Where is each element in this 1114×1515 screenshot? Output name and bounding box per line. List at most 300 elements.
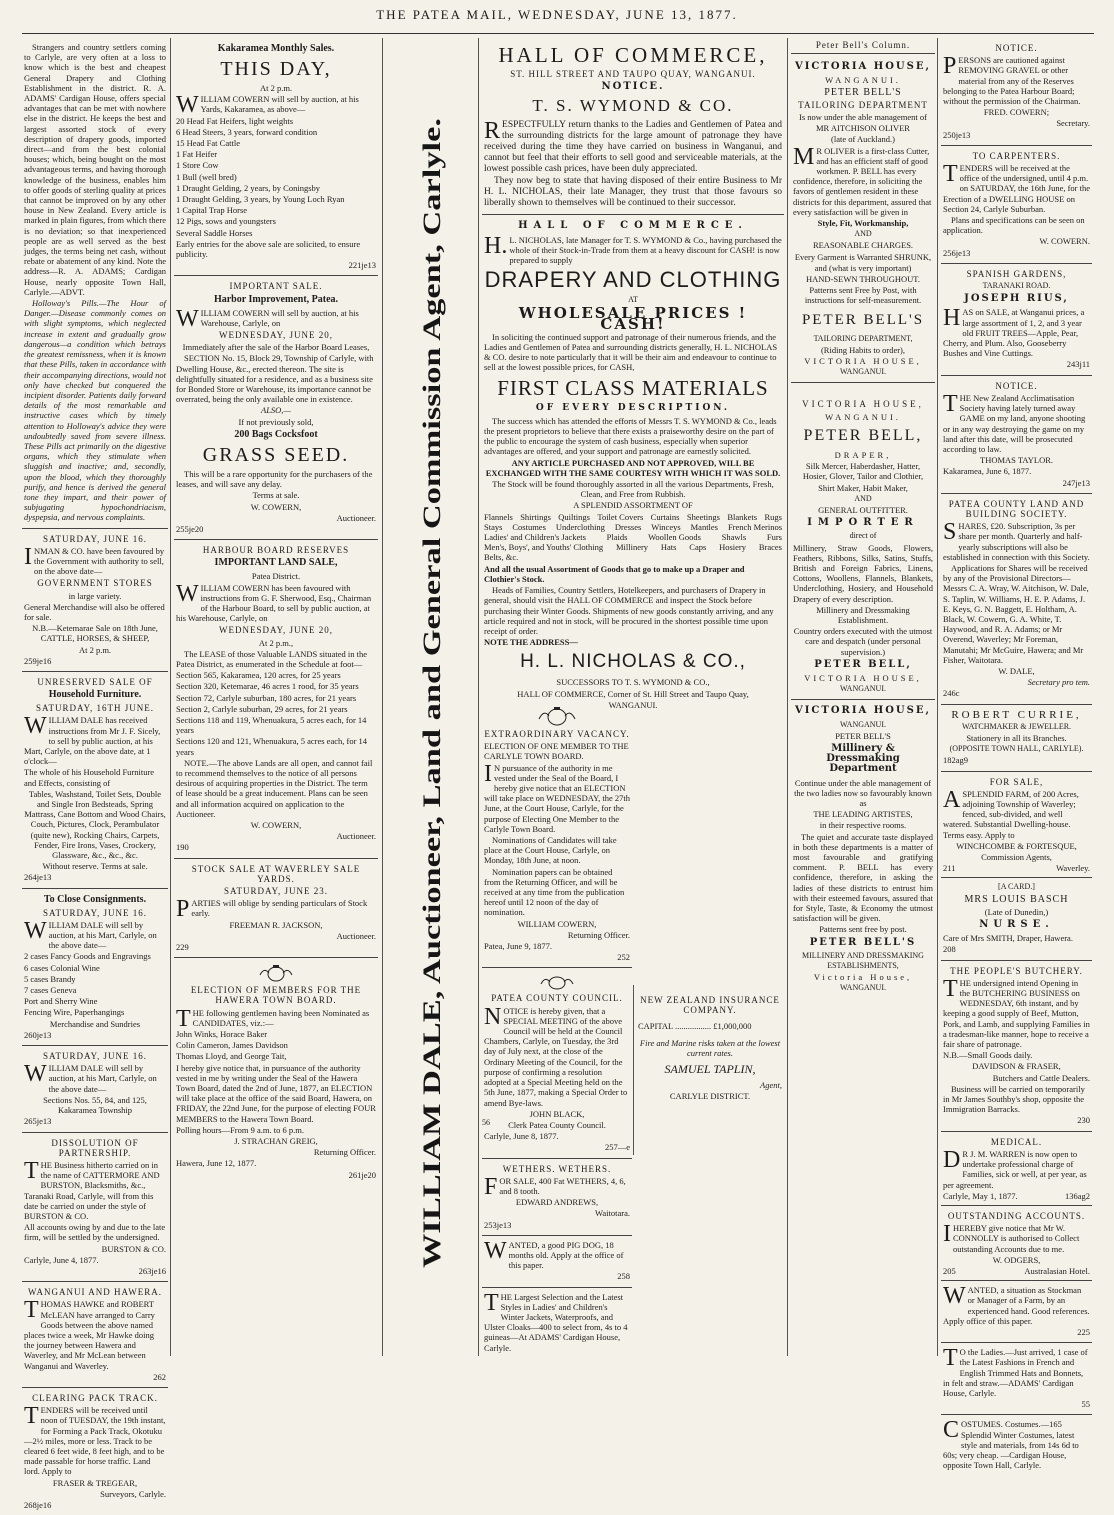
consignments-date: SATURDAY, JUNE 16.	[42, 907, 148, 918]
sections-advert	[22, 1046, 168, 1132]
hall-text2: They now beg to state that having disposed of their entire Business to Mr H. L. NICHOLAS, their late Manager, they trust that those favours so liberally shown to themselves will be continued to their successor.	[484, 176, 782, 209]
building-society-advert	[941, 494, 1092, 705]
list-item: 1 Bull (well bred)	[176, 171, 237, 182]
list-item: John Winks, Horace Baker	[176, 1029, 268, 1040]
extraordinary-vacancy-advert	[482, 700, 632, 968]
pb3-millinery: Millinery and Dressmaking Establishment.	[816, 604, 910, 625]
gravel-notice	[941, 38, 1092, 146]
heads-text: Heads of Families, Country Settlers, Hotelkeepers, and purchasers of Drapery in general, should visit the HALL OF COMMERCE and inspect the Stock before purchasing their Winter Goods. Shipments of new goods constantly arriving, and any article required and not in stock, will be procured in the shortest possible time upon receipt of order.	[484, 585, 774, 636]
goods-item: Ladies' and Children's Jackets	[484, 532, 586, 543]
spanish-gardens-advert	[941, 264, 1092, 376]
pb1-late: (late of Auckland.)	[831, 134, 895, 145]
harbor-improvement-advert	[174, 276, 378, 540]
basch-address: Care of Mrs SMITH, Draper, Hawera.	[943, 933, 1073, 944]
hall2-text3: The success which has attended the efforts of Messrs T. S. WYMOND & Co., leads the present proprietors to believe that there exists a praiseworthy desire on the part of the public to encourage the system of cash business, especially when superior advantages are offered, and your support and patronage are earnestly solicited.	[484, 415, 777, 457]
column-divider	[478, 38, 479, 1356]
styles-advert	[482, 1288, 632, 1358]
nurse-heading: NURSE.	[979, 919, 1054, 931]
and-label: AND	[854, 229, 872, 239]
column-divider	[937, 38, 938, 1356]
city-label: WANGANUI.	[840, 983, 886, 993]
notice-heading: NOTICE.	[995, 43, 1038, 53]
medical-text: DR J. M. WARREN is now open to undertake professional charge of Families, sick or well, at per year, as per agreement.	[943, 1146, 1087, 1190]
inman-advert	[22, 529, 168, 672]
kakaramea-text: WILLIAM COWERN will sell by auction, at his Yards, Kakaramea, as above—	[176, 92, 359, 119]
imp-also2: If not previously sold,	[238, 416, 314, 427]
pb2-victoria-house: VICTORIA HOUSE,	[804, 356, 922, 367]
royal-crest-icon	[484, 705, 630, 727]
pb2-riding: (Riding Habits to order),	[820, 344, 906, 355]
rc-address: (OPPOSITE TOWN HALL, CARLYLE).	[949, 744, 1084, 754]
pb1-text: Is now under the able management of	[799, 112, 927, 123]
wanted-advert	[941, 1281, 1092, 1343]
elec-sign: J. STRACHAN GREIG,	[234, 1136, 318, 1147]
successors: SUCCESSORS TO T. S. WYMOND & CO.,	[556, 677, 710, 688]
goods-item: Braces	[758, 542, 782, 553]
ev-text: IN pursuance of the authority in me vested under the Seal of the Board, I hereby give notice that an ELECTION will take place on WEDNESDAY, the 27th June, at the Court House, Carlyle, for the purpose of Electing One Member to the Carlyle Town Board.	[484, 760, 630, 834]
fs-sign2: Commission Agents,	[981, 852, 1052, 863]
column-hall-of-commerce	[482, 38, 784, 710]
rc-trade: WATCHMAKER & JEWELLER.	[961, 721, 1072, 731]
ev-sign2: Returning Officer.	[567, 929, 630, 940]
pb4-victoria-house: Victoria House,	[813, 972, 913, 983]
lb-heading: PATEA COUNTY LAND AND BUILDING SOCIETY.	[948, 498, 1085, 519]
hb-note: NOTE.—The above Lands are all open, and cannot fail to recommend themselves to the notice of all persons desirous of acquiring properties in the District. The term of lease should be a great inducement. Plans can be seen and all information acquired on application to the Auctioneer.	[176, 757, 373, 819]
inman-time: At 2 p.m.	[78, 644, 112, 655]
peter-bells-label: PETER BELL'S	[824, 86, 902, 98]
draper-label: DRAPER,	[834, 449, 892, 460]
elec-date: Hawera, June 12, 1877.	[176, 1158, 257, 1169]
imp-date: WEDNESDAY, JUNE 20,	[218, 330, 333, 341]
ad-ref: 205	[943, 1265, 956, 1276]
track-heading: CLEARING PACK TRACK.	[32, 1392, 158, 1403]
first-class-heading: FIRST CLASS MATERIALS	[497, 375, 769, 400]
list-item: Section 2, Carlyle suburban, 29 acres, for 21 years	[176, 703, 348, 714]
ad-ref: 229	[176, 942, 189, 953]
ladies-advert	[941, 1343, 1092, 1415]
hall2-text2: In soliciting the continued support and patronage of their numerous friends, and the Ladies and Gentlemen of Patea and surrounding districts generally, H. L. NICHOLAS & CO. desire to note particularly that it will be their aim and endeavour to continue to sell at the lowest possible prices, for CASH,	[484, 331, 778, 373]
stock-sale-advert	[174, 859, 378, 959]
hall-commerce-notice	[482, 38, 784, 215]
goods-item: Stays	[484, 521, 503, 532]
pb4-patterns: Patterns sent free by post.	[819, 924, 907, 935]
hall-commerce-advert	[482, 215, 784, 715]
lb-text: SHARES, £20. Subscription, 3s per share per month. Quarterly and half-yearly subscriptions will also be established in connection with this Society.	[943, 519, 1090, 562]
harbour-reserves-advert	[174, 540, 378, 858]
column-peter-bell	[791, 38, 935, 1356]
ad-ref: 136ag2	[1064, 1190, 1090, 1201]
ad-ref: 250je13	[943, 129, 971, 140]
goods-item: Underclothing	[555, 521, 605, 532]
adams-advert	[22, 38, 168, 529]
nicholas-heading: H. L. NICHOLAS & CO.,	[520, 651, 746, 673]
basch-heading: MRS LOUIS BASCH	[964, 893, 1069, 905]
list-item: Sections 120 and 121, Whenuakura, 5 acres each, for 14 years	[176, 736, 368, 757]
furniture-terms: Without reserve. Terms at sale.	[42, 861, 148, 872]
victoria-house-heading: VICTORIA HOUSE,	[795, 61, 931, 73]
imp-text: WILLIAM COWERN will sell by auction, at his Warehouse, Carlyle, on	[176, 305, 359, 332]
goods-item: French Merinos	[727, 521, 782, 532]
costumes-advert	[941, 1415, 1092, 1475]
lb-text2: Applications for Shares will be received by any of the Provisional Directors—Messrs C. A. Wray, W. Aitchison, W. Dale, S. Taplin, W. Williams, H. E. P. Adams, J. E. Keys, G. N. Baggett, E. Holtham, A. Black, W. Cowern, G. A. White, T. Haywood, and R. A. Adams; or Mr Overend, Waverley; Mr Foreman, Manutahi; Mr McGuire, Hawera; and Mr Fisher, Waitotara.	[943, 562, 1089, 665]
column-4a	[482, 700, 632, 1356]
city-label: WANGANUI.	[840, 719, 886, 729]
fs-sign: WINCHCOMBE & FORTESQUE,	[956, 840, 1077, 851]
goods-item: Rugs	[764, 511, 782, 522]
stock-date: SATURDAY, JUNE 23.	[223, 886, 329, 896]
medical-heading: MEDICAL.	[990, 1136, 1043, 1147]
pb3-orders: Country orders executed with the utmost care and despatch (under personal supervision.)	[793, 626, 933, 657]
ad-ref: 264je13	[24, 872, 52, 883]
furniture-items: Tables, Washstand, Toilet Sets, Double and Single Iron Bedsteads, Spring Mattrass, Cane Bottom and Wood Chairs, Couch, Pictures, Clock, Perambulator (quite new), Rocking Chairs, Carpets, Fender, Fire Irons, Vases, Crockery, Glassware, &c., &c., &c.	[24, 788, 166, 861]
pb3-items: Millinery, Straw Goods, Flowers, Feathers, Ribbons, Silks, Satins, Stuffs, British and Foreign Fabrics, Linens, Cottons, Woollens, Flannels, Blankets, Underclothing, Hosiery, and Household Drapery of every description.	[793, 542, 933, 604]
costumes-text: COSTUMES. Costumes.—165 Splendid Winter Costumes, latest style and materials, from 14s 6d to 60s; very cheap. —Cardigan House, opposite Town Hall, Carlyle.	[943, 1417, 1079, 1471]
medical-footer	[943, 1191, 1090, 1201]
adams-text: Strangers and country settlers coming to Carlyle, are very often at a loss to know which is the best and cheapest General Drapery and Clothing Establishment in the district. R. A. ADAMS' Cardigan House, offers special advantages that can be met with nowhere else in the district. He keeps the best and largest assorted stock of every description of drapery goods, imported direct—and from the best colonial houses; which, being bought on the most advantageous terms, and having thorough knowledge of the business, enables him to offer goods of sterling quality at prices that cannot be improved on by any other house in New Zealand. Every article is marked in plain figures, from which there is no deviation; so that inexperienced people are as well served as the best judges, the terms being net cash, without rebate or abatement of any kind. Note the address—R. A. ADAMS; Cardigan House, nearly opposite Town Hall, Carlyle.—ADVT.	[24, 42, 166, 297]
sg-road: TARANAKI ROAD.	[982, 281, 1051, 291]
victoria-house-heading: VICTORIA HOUSE,	[802, 399, 924, 410]
column-divider	[382, 38, 383, 1356]
pcc-text: NOTICE is hereby given, that a SPECIAL MEETING of the above Council will be held at the Council Chambers, Carlyle, on Tuesday, the 3rd day of July next, at the close of the Ordinary Meeting of the Council, for the purpose of confirming a resolution adopted at a Special Meeting held on the 5th June, 1877, making a Special Order to amend Bye-laws.	[484, 1003, 628, 1108]
note-address: NOTE THE ADDRESS—	[484, 637, 578, 648]
column-4b	[636, 990, 784, 1150]
furniture-text2: The whole of his Household Furniture and Effects, consisting of	[24, 767, 155, 788]
vertical-banner-text: WILLIAM DALE, Auctioneer, Land and General Commission Agent, Carlyle.	[419, 432, 446, 1268]
kakaramea-title: THIS DAY,	[220, 58, 332, 80]
ad-ref: 258	[617, 1271, 630, 1282]
inman-sub2: in large variety.	[68, 590, 122, 601]
pb3-sign: PETER BELL,	[814, 658, 912, 670]
list-item: 1 Draught Gelding, 3 years, by Young Loch Ryan	[176, 194, 345, 205]
sg-name: JOSEPH RIUS,	[964, 293, 1069, 305]
masthead-rule	[22, 33, 1094, 34]
ev-heading: EXTRAORDINARY VACANCY.	[484, 729, 630, 739]
direct-label: direct of	[849, 531, 877, 541]
list-item: 1 Draught Gelding, 2 years, by Coningsby	[176, 182, 321, 193]
list-item: Thomas Lloyd, and George Tait,	[176, 1051, 287, 1062]
pack-track-advert	[22, 1388, 168, 1515]
column-6	[941, 38, 1092, 1471]
styles-text: THE Largest Selection and the Latest Styles in Ladies' and Children's Winter Jackets, Waterproofs, and Ulster Cloaks—400 to select from, 4s to 4 guineas—At ADAMS' Cardigan House, Carlyle.	[484, 1289, 628, 1353]
holloway-text: Holloway's Pills.—The Hour of Danger.—Disease commonly comes on with slight symptoms, which neglected increase in extent and gradually grow dangerous—a condition which betrays the greatest remissness, when it is known that these Pills, taken in accordance with their accompanying directions, would not only have checked but conquered the incipient disorder. Patients daily forward details of the most remarkable and instructive cases which by timely attention to Holloway's advice they were undoubtedly saved from severe illness. These Pills act primarily on the digestive organs, which they stimulate when sluggish and inactive; and, secondly, upon the blood, which they thoroughly purify, and hence is derived the general tone they impart, and their power of subjugating hypochondriacism, dyspepsia, and nervous complaints.	[24, 298, 166, 523]
ad-ref: 268je16	[24, 1500, 52, 1510]
ad-ref: 221je13	[348, 260, 376, 271]
goods-item: Millinery	[615, 542, 649, 553]
farm-sale-advert	[941, 772, 1092, 879]
city-label: WANGANUI.	[825, 411, 901, 422]
column-divider	[633, 985, 634, 1155]
pb4-establishments: MILLINERY AND DRESSMAKING ESTABLISHMENTS,	[802, 950, 924, 971]
medical-advert	[941, 1132, 1092, 1206]
inman-text2: General Merchandise will also be offered for sale.	[24, 601, 165, 622]
pb1-text2: MR OLIVER is a first-class Cutter, and has an efficient staff of good workmen. P. BELL has every confidence, therefore, in soliciting the favors of gentlemen resident in these districts for this department, assured that every satisfaction will be given in	[793, 143, 932, 217]
hb-date: WEDNESDAY, JUNE 20,	[218, 625, 333, 636]
fs-heading: FOR SALE,	[989, 776, 1044, 787]
lb-sign2: Secretary pro tem.	[1027, 677, 1090, 688]
butchery-advert	[941, 961, 1092, 1132]
list-item: Merchandise and Sundries	[49, 1018, 141, 1029]
ad-ref: 56	[482, 1118, 490, 1127]
basch-advert	[941, 878, 1092, 960]
list-item: Section 320, Ketemarae, 46 acres 1 rood, for 35 years	[176, 681, 359, 692]
masthead: THE PATEA MAIL, WEDNESDAY, JUNE 13, 1877.	[376, 7, 738, 22]
goods-item: Dresses	[614, 521, 642, 532]
stock-sign: FREEMAN R. JACKSON,	[229, 919, 323, 930]
ad-ref: 257—e	[604, 1142, 630, 1153]
butchery-text2: Business will be carried on temporarily in Mr James Southby's shop, opposite the Immigration Barracks.	[943, 1083, 1085, 1115]
stock-heading: STOCK SALE AT WAVERLEY SALE YARDS.	[191, 863, 361, 884]
imp-grass: GRASS SEED.	[202, 443, 350, 466]
inman-subheading: GOVERNMENT STORES	[37, 578, 153, 589]
inman-nb: N.B.—Ketemarae Sale on 18th June, CATTLE, HORSES, & SHEEP,	[32, 623, 158, 644]
ad-ref: 55	[1081, 1399, 1090, 1410]
dissolution-advert	[22, 1133, 168, 1283]
wanted-text: WANTED, a situation as Stockman or Manager of a Farm, by an experienced hand. Good references. Apply office of this paper.	[943, 1283, 1090, 1326]
accounts-advert	[941, 1206, 1092, 1281]
tailoring-dept: TAILORING DEPARTMENT	[798, 99, 928, 110]
ad-ref: 260je13	[24, 1029, 52, 1040]
millinery-advert	[791, 700, 935, 998]
weth-text: FOR SALE, 400 Fat WETHERS, 4, 6, and 8 tooth.	[484, 1173, 626, 1200]
pb4-dept: Millinery & Dressmaking Department	[826, 742, 900, 775]
goods-item: Belts, &c.	[484, 552, 519, 563]
imp-text3: SECTION No. 15, Block 29, Township of Carlyle, with Dwelling House, &c., erected thereon. The site is delightfully situated for a residence, and as a business site for Bonded Store or Warehouse, its importance cannot be overrated, being the only available one in existence.	[176, 353, 374, 405]
list-item: 1 Store Cow	[176, 160, 219, 171]
goods-item: Toilet Covers	[597, 511, 644, 522]
ad-ref: 259je16	[24, 655, 52, 666]
pb2-dept: TAILORING DEPARTMENT,	[813, 333, 913, 343]
weth-sign: EDWARD ANDREWS,	[515, 1197, 599, 1208]
pb1-sewn: HAND-SEWN THROUGHOUT.	[806, 274, 920, 285]
splendid-heading: A SPLENDID ASSORTMENT OF	[573, 500, 693, 511]
wethers-advert	[482, 1159, 632, 1236]
currie-advert	[941, 705, 1092, 772]
track-sign: FRASER & TREGEAR,	[52, 1477, 138, 1488]
goods-item: Mantles	[690, 521, 718, 532]
victoria-house-heading: VICTORIA HOUSE,	[795, 705, 931, 717]
accounts-footer	[943, 1266, 1090, 1276]
elec-text: THE following gentlemen having been Nominated as CANDIDATES, viz.:—	[176, 1005, 370, 1032]
track-text: TENDERS will be received until noon of TUESDAY, the 19th instant, for Forming a Pack Track, Okotuku—2½ miles, more or less. Track to be cleared 6 feet wide, 8 feet high, and to be made passable for horse traffic. Land lord. Apply to	[24, 1403, 166, 1477]
furniture-date: SATURDAY, 16TH JUNE.	[35, 703, 154, 714]
list-item: Section 565, Kakaramea, 120 acres, for 25 years	[176, 670, 341, 681]
hall2-title: HALL OF COMMERCE.	[518, 220, 748, 232]
hb-text: WILLIAM COWERN has been favoured with instructions from G. F. Sherwood, Esq., Chairman of the Harbour Board, to sell by public auction, at his Warehouse, Carlyle, on	[176, 580, 372, 624]
fs-place: Waverley.	[1056, 863, 1090, 874]
pcc-heading: PATEA COUNTY COUNCIL.	[491, 993, 623, 1004]
n1-sign: FRED. COWERN;	[983, 107, 1050, 118]
n2-sign: THOMAS TAYLOR.	[980, 455, 1053, 466]
imp-title: Harbor Improvement, Patea.	[213, 293, 339, 305]
peter-bells-label: PETER BELL'S	[835, 730, 891, 741]
pb1-patterns: Patterns sent Free by Post, with instructions for self-measurement.	[804, 285, 922, 306]
pb4-artists: THE LEADING ARTISTES,	[813, 809, 913, 820]
ev-date: Patea, June 9, 1877.	[484, 941, 552, 952]
nz-insurance-advert	[636, 990, 784, 1107]
goods-item: Caps	[689, 542, 707, 553]
and-label: AND	[854, 493, 872, 503]
fs-footer	[943, 863, 1090, 873]
consignments-text: WILLIAM DALE will sell by auction, at his Mart, Carlyle, on the above date—	[24, 917, 157, 951]
acclimatisation-notice	[941, 376, 1092, 494]
imp-sign: W. COWERN,	[250, 501, 302, 512]
elec-sign2: Returning Officer.	[313, 1147, 376, 1158]
city-label: WANGANUI.	[825, 75, 901, 86]
rc-heading: ROBERT CURRIE,	[951, 708, 1082, 721]
pb3-text2: Shirt Maker, Habit Maker,	[818, 482, 908, 493]
list-item: Section 72, Carlyle suburban, 180 acres, for 21 years	[176, 692, 357, 703]
hall-title: HALL OF COMMERCE,	[498, 43, 768, 67]
ad-ref: 263je16	[138, 1265, 166, 1276]
vertical-banner	[384, 38, 476, 1356]
furniture-advert	[22, 672, 168, 889]
column-1	[22, 38, 168, 1510]
lb-sign: W. DALE,	[998, 665, 1035, 676]
kakaramea-advert	[174, 38, 378, 276]
patea-council-advert	[482, 968, 632, 1158]
ad-ref: 247je13	[1062, 477, 1090, 488]
pb1-warranted: Every Garment is Warranted SHRUNK,	[794, 251, 932, 262]
pb1-name: MR AITCHISON OLIVER	[816, 123, 910, 134]
peter-bells-heading: PETER BELL'S	[801, 311, 925, 328]
importer-heading: IMPORTER	[807, 517, 919, 529]
nzi-heading: NEW ZEALAND INSURANCE COMPANY.	[640, 995, 780, 1016]
goods-list	[484, 512, 782, 563]
elec-text2: I hereby give notice that, in pursuance of the authority vested in me by writing under the Seal of the Hawera Town Board, dated the 2nd of June, 1877, an ELECTION will take place at the office of the said Board, Hawera, on FRIDAY, the 22nd June, for the purpose of electing FOUR MEMBERS to the Hawera Town Board.	[176, 1062, 376, 1124]
dissolution-text: THE Business hitherto carried on in the name of CATTERMORE AND BURSTON, Blacksmiths, &c., Taranaki Road, Carlyle, will from this date be carried on under the style of BURSTON & CO.	[24, 1157, 160, 1221]
dissolution-text2: All accounts owing by and due to the late firm, will be settled by the undersigned.	[24, 1222, 166, 1243]
goods-item: Blankets	[727, 511, 758, 522]
ad-ref: 265je13	[24, 1116, 52, 1127]
kakaramea-text2: 12 Pigs, sows and youngsters	[176, 216, 276, 227]
furniture-heading: UNRESERVED SALE OF	[37, 676, 153, 687]
ad-ref: 246c	[943, 688, 960, 699]
n2-text: THE New Zealand Acclimatisation Society having lately turned away GAME on my land, anyone shooting or in any way destroying the game on my land after this date, will be prosecuted according to law.	[943, 390, 1086, 454]
hall-corner: HALL OF COMMERCE, Corner of St. Hill Street and Taupo Quay,	[517, 688, 749, 699]
rc-text: Stationery in all its Branches.	[966, 732, 1067, 743]
pb3-victoria-house: VICTORIA HOUSE,	[804, 672, 922, 683]
column-divider	[787, 38, 788, 1356]
pb4-text: Continue under the able management of the two ladies now so favourably known as	[794, 777, 932, 808]
hb-sign: W. COWERN,	[250, 819, 302, 830]
pcc-sign: JOHN BLACK,	[529, 1108, 585, 1119]
n2-date: Kakaramea, June 6, 1877.	[943, 466, 1032, 477]
carp-text: TENDERS will be received at the office of the undersigned, until 4 p.m. on SATURDAY, the 16th June, for the Erection of a DWELLING HOUSE on Section 24, Carlyle Suburban.	[943, 161, 1091, 214]
elec-heading: ELECTION OF MEMBERS FOR THE HAWERA TOWN BOARD.	[190, 985, 362, 1006]
wh-text: THOMAS HAWKE and ROBERT McLEAN have arranged to Carry Goods between the above named places twice a week, Mr Hawke doing the journey between Hawera and Waverley, and Mr McLean between Wanganui and Waverley.	[24, 1297, 155, 1371]
nzi-sign: SAMUEL TAPLIN,	[664, 1062, 756, 1077]
ad-ref: 262	[153, 1371, 166, 1382]
nzi-agent: Agent,	[760, 1080, 782, 1091]
list-item: 2 cases Fancy Goods and Engravings	[24, 951, 151, 962]
ad-ref: 225	[1077, 1326, 1090, 1337]
list-item: 7 cases Geneva	[24, 985, 77, 996]
ad-ref: 252	[617, 952, 630, 963]
sections-text2: Sections Nos. 55, 84, and 125, Kakaramea Township	[43, 1094, 147, 1116]
pb1-warranted2: and (what is very important)	[814, 262, 912, 273]
inman-heading: SATURDAY, JUNE 16.	[42, 533, 148, 544]
furniture-title: Household Furniture.	[48, 689, 142, 701]
card-label: [A CARD.]	[998, 882, 1035, 892]
ev-sign: WILLIAM COWERN,	[517, 918, 597, 929]
hall-firm-name: T. S. WYMOND & CO.	[532, 96, 734, 116]
weth-sign2: Waitotara.	[595, 1208, 630, 1219]
ad-ref: 190	[176, 842, 189, 853]
ad-ref: 182ag9	[943, 755, 969, 766]
every-description: OF EVERY DESCRIPTION.	[535, 402, 731, 413]
basch-late: (Late of Dunedin,)	[984, 906, 1049, 917]
pb3-general: GENERAL OUTFITTER.	[818, 504, 908, 515]
ad-ref: 208	[943, 944, 956, 955]
ev-sub: ELECTION OF ONE MEMBER TO THE CARLYLE TOWN BOARD.	[484, 741, 629, 762]
stock-text: PARTIES will oblige by sending particulars of Stock early.	[176, 896, 368, 923]
peter-bell-column-heading: Peter Bell's Column.	[791, 40, 935, 54]
hall-address: ST. HILL STREET AND TAUPO QUAY, WANGANUI.	[510, 69, 756, 79]
pcc-sign2: Clerk Patea County Council.	[508, 1119, 606, 1130]
ladies-text: TO the Ladies.—Just arrived, 1 case of the Latest Fashions in French and English Trimmed Hats and Bonnets, in felt and straw.—ADAMS' Cardigan House, Carlyle.	[943, 1345, 1088, 1398]
track-sign2: Surveyors, Carlyle.	[100, 1488, 166, 1499]
goods-item: Costumes	[512, 521, 546, 532]
wanganui-hawera-advert	[22, 1282, 168, 1388]
pb1-style: Style, Fit, Workmanship,	[817, 218, 909, 229]
stock-sign2: Auctioneer.	[336, 930, 376, 941]
kakaramea-heading: Kakaramea Monthly Sales.	[217, 43, 335, 54]
kakaramea-text4: Early entries for the above sale are solicited, to ensure publicity.	[176, 238, 361, 260]
wholesale-heading: WHOLESALE PRICES ! CASH!	[518, 304, 748, 333]
goods-item: Men's, Boys', and Youths' Clothing	[484, 542, 604, 553]
ev-text3: Nomination papers can be obtained from the Returning Officer, and will be received at any time from the publication hereof until 12 noon of the day of nomination.	[484, 866, 625, 918]
imp-text4: This will be a rare opportunity for the purchasers of the leases, and will save any delay.	[176, 468, 373, 490]
list-item: Fencing Wire, Paperhangings	[24, 1007, 125, 1018]
consignments-advert	[22, 889, 168, 1046]
hb-title: IMPORTANT LAND SALE,	[214, 557, 338, 569]
butchery-heading: THE PEOPLE'S BUTCHERY.	[950, 965, 1083, 976]
dissolution-sign: BURSTON & CO.	[101, 1243, 166, 1254]
city-label: WANGANUI.	[840, 367, 886, 377]
any-article: ANY ARTICLE PURCHASED AND NOT APPROVED, WILL BE EXCHANGED WITH THE SAME COURTESY WITH WHICH IT WAS SOLD.	[485, 457, 781, 478]
city-label: WANGANUI.	[840, 684, 886, 694]
kakaramea-time: At 2 p.m.	[259, 83, 293, 93]
peter-bell-heading: PETER BELL,	[803, 426, 923, 444]
ad-ref: 243j11	[1066, 359, 1090, 370]
hall2-text: H.L. NICHOLAS, late Manager for T. S. WYMOND & Co., having purchased the whole of their Stock-in-Trade from them at a heavy discount for CASH! is now prepared to supply	[484, 232, 782, 266]
imp-sign2: Auctioneer.	[336, 512, 376, 523]
list-item: 1 Fat Heifer	[176, 149, 218, 160]
wh-heading: WANGANUI AND HAWERA.	[27, 1287, 163, 1298]
goods-item: Shirtings	[520, 511, 551, 522]
list-item: 15 Head Fat Cattle	[176, 138, 240, 149]
stock-text: The Stock will be found thoroughly assorted in all the various Departments, Fresh, Clean, and Free from Rubbish.	[492, 479, 774, 500]
goods-item: Shawls	[721, 532, 747, 543]
dissolution-date: Carlyle, June 4, 1877.	[24, 1254, 99, 1265]
accounts-sign: W. ODGERS,	[992, 1254, 1041, 1265]
kakaramea-text3: Several Saddle Horses	[176, 227, 253, 238]
consignments-heading: To Close Consignments.	[43, 893, 147, 905]
column-2	[174, 38, 378, 1356]
drapery-heading: DRAPERY AND CLOTHING	[484, 267, 782, 293]
fs-text: ASPLENDID FARM, of 200 Acres, adjoining Township of Waverley; fenced, sub-divided, and well watered. Substantial Dwelling-house. Terms easy. Apply to	[943, 786, 1079, 840]
goods-item: Hosiery	[719, 542, 747, 553]
sections-text: WILLIAM DALE will sell by auction, at his Mart, Carlyle, on the above date—	[24, 1061, 157, 1094]
n1-text: PERSONS are cautioned against REMOVING GRAVEL or other material from any of the Reserves belonging to the Patea Harbour Board; without the permission of the Chairman.	[943, 53, 1081, 107]
hb-text2: The LEASE of those Valuable LANDS situated in the Patea District, as enumerated in the Schedule at foot—	[176, 648, 368, 669]
pb3-text: Silk Mercer, Haberdasher, Hatter, Hosier, Glover, Tailor and Clothier,	[802, 461, 924, 482]
usual-text: And all the usual Assortment of Goods that go to make up a Draper and Clothier's Stock.	[484, 563, 745, 584]
sections-date: SATURDAY, JUNE 16.	[42, 1051, 148, 1062]
medical-date: Carlyle, May 1, 1877.	[943, 1190, 1018, 1201]
wanganui-label: WANGANUI.	[608, 699, 658, 710]
accounts-place: Australasian Hotel.	[1024, 1265, 1090, 1276]
